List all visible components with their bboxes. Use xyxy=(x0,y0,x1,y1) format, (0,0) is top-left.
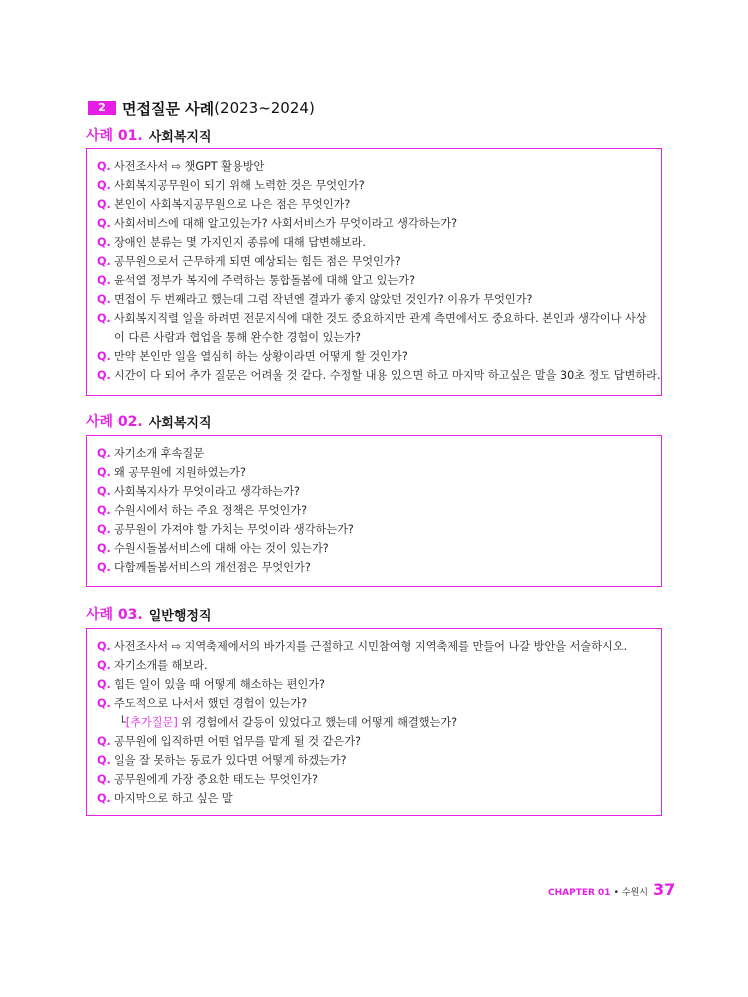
q-marker: Q. xyxy=(97,697,111,710)
case-label: 사례 01. xyxy=(86,128,143,144)
q-marker: Q. xyxy=(97,485,111,498)
q-marker: Q. xyxy=(97,255,111,268)
case-label: 사례 02. xyxy=(86,414,143,430)
q-marker: Q. xyxy=(97,792,111,805)
followup-prefix: └ xyxy=(119,716,126,729)
question-item: Q. 공무원이 가져야 할 가치는 무엇이라 생각하는가? xyxy=(97,520,651,539)
followup-question xyxy=(97,713,651,732)
case-title: 사회복지직 xyxy=(148,415,212,431)
q-marker: Q. xyxy=(97,504,111,517)
section-number-badge: 2 xyxy=(88,101,116,115)
page-footer xyxy=(548,880,675,899)
section-header xyxy=(88,97,315,119)
page-number: 37 xyxy=(652,880,676,899)
case-2-question-box xyxy=(86,435,662,587)
q-marker: Q. xyxy=(97,350,111,363)
question-item: Q. 시간이 다 되어 추가 질문은 어려울 것 같다. 수정할 내용 있으면 하고 마지막 하고싶은 말을 30초 정도 답변하라. xyxy=(97,366,651,385)
q-marker: Q. xyxy=(97,217,111,230)
q-marker: Q. xyxy=(97,542,111,555)
question-item: Q. 본인이 사회복지공무원으로 나은 점은 무엇인가? xyxy=(97,195,651,214)
case-3-header xyxy=(86,605,212,623)
question-item: Q. 수원시에서 하는 주요 정책은 무엇인가? xyxy=(97,501,651,520)
question-item: Q. 왜 공무원에 지원하였는가? xyxy=(97,463,651,482)
question-item: Q. 만약 본인만 일을 열심히 하는 상황이라면 어떻게 할 것인가? xyxy=(97,347,651,366)
question-item: Q. 공무원으로서 근무하게 되면 예상되는 힘든 점은 무엇인가? xyxy=(97,252,651,271)
q-marker: Q. xyxy=(97,561,111,574)
question-item: Q. 면접이 두 번째라고 했는데 그럼 작년엔 결과가 좋지 않았던 것인가? 이유가 무엇인가? xyxy=(97,290,651,309)
chapter-label: CHAPTER 01 xyxy=(548,888,611,898)
question-item: Q. 공무원에게 가장 중요한 태도는 무엇인가? xyxy=(97,770,651,789)
q-marker: Q. xyxy=(97,466,111,479)
q-marker: Q. xyxy=(97,293,111,306)
chapter-city: 수원시 xyxy=(621,888,648,898)
section-title: 면접질문 사례 xyxy=(122,99,215,118)
q-marker: Q. xyxy=(97,369,111,382)
question-item: Q. 다함께돌봄서비스의 개선점은 무엇인가? xyxy=(97,558,651,577)
case-1-header xyxy=(86,126,212,144)
question-item: Q. 자기소개 후속질문 xyxy=(97,444,651,463)
question-item: Q. 자기소개를 해보라. xyxy=(97,656,651,675)
question-item: Q. 주도적으로 나서서 했던 경험이 있는가? xyxy=(97,694,651,713)
question-item: Q. 마지막으로 하고 싶은 말 xyxy=(97,789,651,808)
question-item: Q. 사회복지공무원이 되기 위해 노력한 것은 무엇인가? xyxy=(97,176,651,195)
q-marker: Q. xyxy=(97,160,111,173)
case-title: 사회복지직 xyxy=(148,129,212,145)
question-item: Q. 사회복지사가 무엇이라고 생각하는가? xyxy=(97,482,651,501)
followup-tag: [추가질문] xyxy=(125,716,178,729)
section-years: (2023~2024) xyxy=(214,99,315,117)
q-marker: Q. xyxy=(97,735,111,748)
q-marker: Q. xyxy=(97,773,111,786)
case-1-question-box xyxy=(86,148,662,396)
q-marker: Q. xyxy=(97,754,111,767)
question-item: Q. 윤석열 정부가 복지에 주력하는 통합돌봄에 대해 알고 있는가? xyxy=(97,271,651,290)
question-item: Q. 장애인 분류는 몇 가지인지 종류에 대해 답변해보라. xyxy=(97,233,651,252)
question-continuation: 이 다른 사람과 협업을 통해 완수한 경험이 있는가? xyxy=(114,331,361,344)
question-item: Q. 수원시돌봄서비스에 대해 아는 것이 있는가? xyxy=(97,539,651,558)
case-2-header xyxy=(86,412,212,430)
q-marker: Q. xyxy=(97,236,111,249)
q-marker: Q. xyxy=(97,447,111,460)
question-item: Q. 사회복지직렬 일을 하려면 전문지식에 대한 것도 중요하지만 관계 측면에서도 중요하다. 본인과 생각이나 사상 xyxy=(97,309,651,328)
question-item: Q. 사전조사서 ⇨ 지역축제에서의 바가지를 근절하고 시민참여형 지역축제를 만들어 나갈 방안을 서술하시오. xyxy=(97,637,651,656)
followup-text: 위 경험에서 갈등이 있었다고 했는데 어떻게 해결했는가? xyxy=(177,716,458,729)
question-item: Q. 힘든 일이 있을 때 어떻게 해소하는 편인가? xyxy=(97,675,651,694)
q-marker: Q. xyxy=(97,678,111,691)
case-title: 일반행정직 xyxy=(148,608,212,624)
question-item: Q. 사전조사서 ⇨ 챗GPT 활용방안 xyxy=(97,157,651,176)
q-marker: Q. xyxy=(97,523,111,536)
question-item: Q. 사회서비스에 대해 알고있는가? 사회서비스가 무엇이라고 생각하는가? xyxy=(97,214,651,233)
case-label: 사례 03. xyxy=(86,607,143,623)
q-marker: Q. xyxy=(97,640,111,653)
q-marker: Q. xyxy=(97,312,111,325)
case-3-question-box xyxy=(86,628,662,816)
bullet-dot: • xyxy=(613,888,619,898)
q-marker: Q. xyxy=(97,274,111,287)
q-marker: Q. xyxy=(97,659,111,672)
question-item: Q. 공무원에 입직하면 어떤 업무를 맡게 될 것 같은가? xyxy=(97,732,651,751)
question-item: Q. 일을 잘 못하는 동료가 있다면 어떻게 하겠는가? xyxy=(97,751,651,770)
q-marker: Q. xyxy=(97,179,111,192)
q-marker: Q. xyxy=(97,198,111,211)
